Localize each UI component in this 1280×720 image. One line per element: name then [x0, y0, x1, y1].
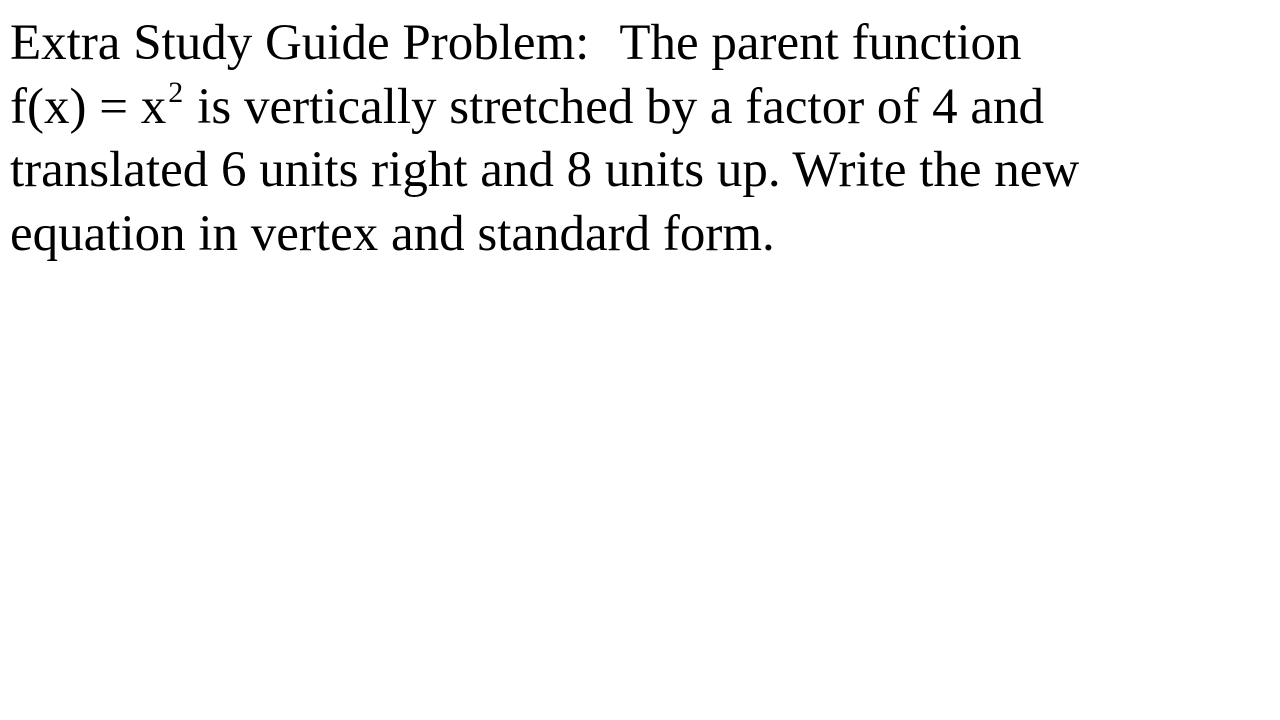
problem-label: Extra Study Guide Problem: — [10, 15, 590, 71]
problem-statement — [10, 12, 1250, 266]
problem-line-3: translated 6 units right and 8 units up. Write the new — [10, 142, 1080, 198]
function-exponent: 2 — [168, 75, 184, 109]
problem-line-4: equation in vertex and standard form. — [10, 205, 775, 262]
function-expression: f(x) = x — [10, 78, 167, 135]
problem-line-1 — [10, 12, 1250, 76]
problem-line-2 — [10, 76, 1250, 140]
problem-intro: The parent function — [619, 15, 1022, 71]
problem-line-2-text: is vertically stretched by a factor of 4 and — [197, 78, 1045, 135]
